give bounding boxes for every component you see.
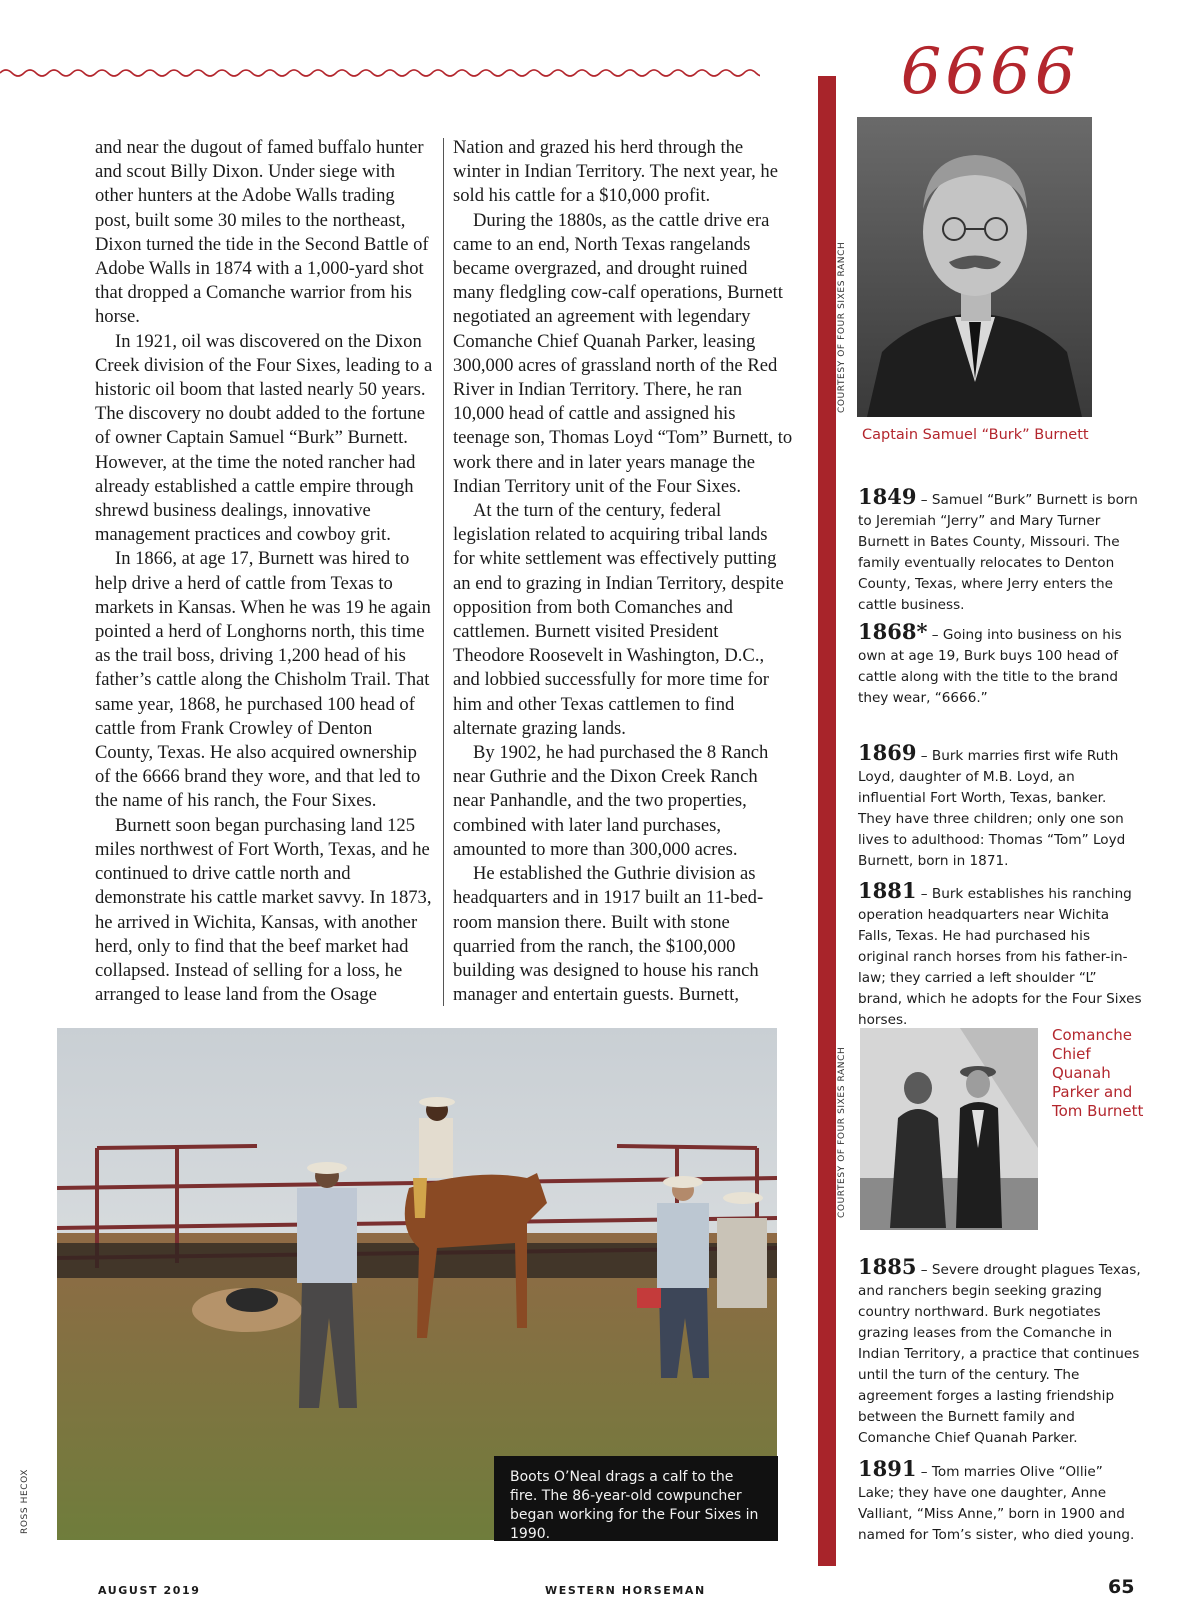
paragraph: In 1921, oil was discovered on the Dixon Creek division of the Four Sixes, leading to a historic oil boom that lasted nearly 50 years. The discovery no doubt added to the fortune of owner Captain Samuel “Burk” Burnett. However, at the time the noted rancher had already established a cattle empire through shrewd business dealings, innovative management practices and cowboy grit.	[95, 330, 433, 546]
portrait-photo	[857, 117, 1092, 417]
timeline-text: – Samuel “Burk” Burnett is born to Jeremiah “Jerry” and Mary Turner Burnett in Bates County, Missouri. The family eventually relocates to Denton County, Texas, where Jerry enters the cattle business.	[858, 492, 1138, 613]
timeline-entry	[858, 1256, 1143, 1449]
brand-mark: 6666	[900, 35, 1080, 109]
portrait-credit: COURTESY OF FOUR SIXES RANCH	[837, 241, 847, 413]
timeline-text: – Burk marries first wife Ruth Loyd, daughter of M.B. Loyd, an influential Fort Worth, Texas, banker. They have three children; only one son lives to adulthood: Thomas “Tom” Loyd Burnett, born in 1871.	[858, 748, 1126, 869]
timeline-year: 1891	[858, 1456, 917, 1481]
timeline-year: 1869	[858, 740, 917, 765]
photo-credit: ROSS HECOX	[20, 1468, 30, 1534]
timeline-text: – Severe drought plagues Texas, and ranchers begin seeking grazing country northward. Burk negotiates grazing leases from the Comanche in Indian Territory, a practice that continues until the turn of the century. The agreement forges a lasting friendship between the Burnett family and Comanche Chief Quanah Parker.	[858, 1262, 1141, 1446]
paragraph: In 1866, at age 17, Burnett was hired to help drive a herd of cattle from Texas to markets in Kansas. When he was 19 he again pointed a herd of Longhorns north, this time as the trail boss, driving 1,200 head of his father’s cattle along the Chisholm Trail. That same year, 1868, he purchased 100 head of cattle from Frank Crowley of Denton County, Texas. He also acquired ownership of the 6666 brand they wore, and that led to the name of his ranch, the Four Sixes.	[95, 548, 431, 812]
portrait-caption: Captain Samuel “Burk” Burnett	[862, 427, 1089, 443]
column-divider	[443, 138, 444, 1006]
paragraph: Burnett soon began purchasing land 125 miles northwest of Fort Worth, Texas, and he continued to drive cattle north and demonstrate his cattle market savvy. In 1873, he arrived in Wichita, Kansas, with another herd, only to find that the beef market had collapsed. Instead of selling for a loss, he arranged to lease land from the Osage	[95, 814, 432, 1006]
timeline-text: – Burk establishes his ranching operation headquarters near Wichita Falls, Texas. He had purchased his original ranch horses from his father-in-law; they carried a left shoulder “L” brand, which he adopts for the Four Sixes horses.	[858, 886, 1142, 1028]
timeline-text: – Tom marries Olive “Ollie” Lake; they have one daughter, Anne Valliant, “Miss Anne,” born in 1900 and named for Tom’s sister, who died young.	[858, 1464, 1135, 1543]
timeline-entry	[858, 1458, 1143, 1546]
rope-divider	[0, 66, 760, 80]
paragraph: During the 1880s, as the cattle drive era came to an end, North Texas rangelands became overgrazed, and drought ruined many fledgling cow-calf operations, Burnett negotiated an agreement with legendary Comanche Chief Quanah Parker, leasing 300,000 acres of grassland north of the Red River in Indian Territory. There, he ran 10,000 head of cattle and assigned his teenage son, Thomas Loyd “Tom” Burnett, to work there and in later years manage the Indian Territory unit of the Four Sixes.	[453, 209, 793, 497]
paragraph: By 1902, he had purchased the 8 Ranch near Guthrie and the Dixon Creek Ranch near Panhandle, and the two properties, combined with later land purchases, amounted to more than 300,000 acres.	[453, 742, 769, 860]
timeline-year: 1868*	[858, 619, 928, 644]
paragraph: Nation and grazed his herd through the winter in Indian Territory. The next year, he sold his cattle for a $10,000 profit.	[453, 137, 778, 207]
article-column-1	[95, 136, 433, 1007]
group-photo-caption: Comanche Chief Quanah Parker and Tom Burnett	[1052, 1026, 1144, 1120]
group-photo-credit: COURTESY OF FOUR SIXES RANCH	[837, 1046, 847, 1218]
sidebar-accent-bar	[818, 76, 836, 1566]
quanah-parker-photo	[860, 1028, 1038, 1230]
timeline-year: 1881	[858, 878, 917, 903]
page-number: 65	[1108, 1576, 1135, 1598]
footer-issue-date: AUGUST 2019	[98, 1584, 201, 1597]
photo-caption: Boots O’Neal drags a calf to the fire. The 86-year-old cowpuncher began working for the Four Sixes in 1990.	[494, 1456, 778, 1541]
timeline-entry	[858, 621, 1143, 709]
timeline-entry	[858, 880, 1143, 1031]
timeline-year: 1849	[858, 484, 917, 509]
timeline-text: – Going into business on his own at age 19, Burk buys 100 head of cattle along with the title to the brand they wear, “6666.”	[858, 627, 1122, 706]
timeline-entry	[858, 486, 1143, 616]
paragraph: He established the Guthrie division as headquarters and in 1917 built an 11-bed-room mansion there. Built with stone quarried from the ranch, the $100,000 building was designed to house his ranch manager and entertain guests. Burnett,	[453, 863, 764, 1006]
article-column-2	[453, 136, 793, 1007]
footer-magazine-title: WESTERN HORSEMAN	[545, 1584, 706, 1597]
paragraph: and near the dugout of famed buffalo hunter and scout Billy Dixon. Under siege with other hunters at the Adobe Walls trading post, built some 30 miles to the northeast, Dixon turned the tide in the Second Battle of Adobe Walls in 1874 with a 1,000-yard shot that dropped a Comanche warrior from his horse.	[95, 137, 429, 328]
timeline-entry	[858, 742, 1143, 872]
timeline-year: 1885	[858, 1254, 917, 1279]
paragraph: At the turn of the century, federal legislation related to acquiring tribal lands for white settlement was effectively putting an end to grazing in Indian Territory, despite opposition from both Comanches and cattlemen. Burnett visited President Theodore Roosevelt in Washington, D.C., and lobbied successfully for more time for him and other Texas cattlemen to find alternate grazing lands.	[453, 500, 784, 739]
